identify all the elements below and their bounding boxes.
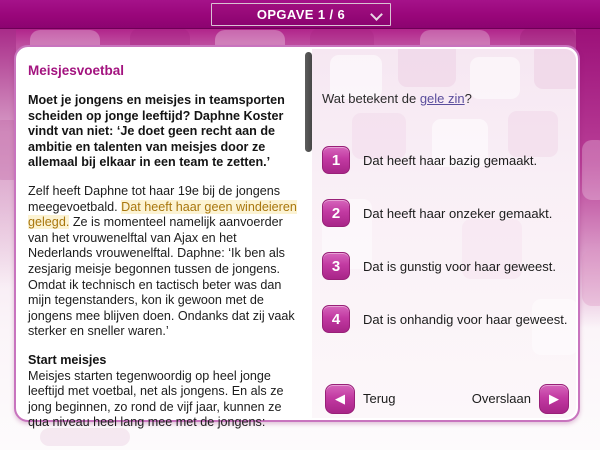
highlighted-sentence: Dat heeft haar geen windeieren gelegd. — [28, 199, 297, 230]
arrow-left-icon: ◀ — [335, 391, 345, 406]
decor-shape — [398, 49, 456, 87]
option-number-badge[interactable]: 1 — [322, 146, 350, 174]
option-label: Dat is onhandig voor haar geweest. — [363, 311, 568, 327]
article-intro: Moet je jongens en meisjes in teamsporten scheiden op jonge leeftijd? Daphne Koster vindt van niet: ‘Je doet geen recht aan de ambitie en talenten van meisjes door ze allemaal bij elkaar in een team te zetten.’ — [28, 93, 285, 170]
article-subheading: Start meisjes — [28, 352, 107, 367]
article-text — [28, 63, 304, 431]
article-title: Meisjesvoetbal — [28, 63, 125, 78]
gele-zin-link[interactable]: gele zin — [419, 91, 465, 106]
back-button-label: Terug — [363, 391, 396, 406]
option-number-badge[interactable]: 2 — [322, 199, 350, 227]
answer-option-4[interactable] — [322, 305, 578, 333]
arrow-right-icon: ▶ — [549, 391, 559, 406]
exercise-dropdown[interactable] — [211, 3, 391, 26]
question-prefix: Wat betekent de — [322, 91, 420, 106]
option-number-badge[interactable]: 4 — [322, 305, 350, 333]
question-text — [322, 91, 572, 106]
top-bar — [0, 0, 600, 29]
skip-button-label: Overslaan — [471, 391, 531, 406]
answer-option-3[interactable] — [322, 252, 578, 280]
decor-shape — [534, 49, 576, 89]
option-label: Dat is gunstig voor haar geweest. — [363, 258, 556, 274]
option-number-badge[interactable]: 3 — [322, 252, 350, 280]
article-scrollbar-thumb[interactable] — [305, 52, 312, 152]
article-paragraph: Meisjes starten tegenwoordig op heel jonge leeftijd met voetbal, net als jongens. En als ze jong beginnen, zo rond de vijf jaar, kunnen ze qua niveau heel lang mee met de jongens: — [28, 368, 284, 430]
answer-option-1[interactable] — [322, 146, 578, 174]
chevron-down-icon — [370, 8, 383, 21]
answer-option-2[interactable] — [322, 199, 578, 227]
question-suffix: ? — [464, 91, 472, 106]
paragraph-text: Ze is momenteel namelijk aanvoerder van het vrouwenelftal van Ajax en het Nederlands vrouwenelftal. Daphne: ‘Ik ben als zesjarig meisje begonnen tussen de jongens. Omdat ik technisch en tactisch beter was dan mijn tegenstanders, kon ik gewoon met de jongens mee blijven doen. Ondanks dat zij vaak sterker en sneller waren.’ — [28, 215, 295, 339]
option-label: Dat heeft haar bazig gemaakt. — [363, 152, 538, 168]
content-card — [14, 45, 580, 430]
exercise-dropdown-label: OPGAVE 1 / 6 — [256, 7, 346, 22]
paragraph-text: Zelf heeft Daphne tot haar 19e bij de jongens meegevoetbald. — [28, 183, 281, 214]
decor-shape — [582, 140, 600, 200]
skip-forward-button[interactable] — [539, 384, 569, 414]
article-paragraph — [28, 184, 304, 340]
decor-shape — [582, 250, 600, 306]
option-label: Dat heeft haar onzeker gemaakt. — [363, 205, 553, 221]
back-button[interactable] — [325, 384, 355, 414]
